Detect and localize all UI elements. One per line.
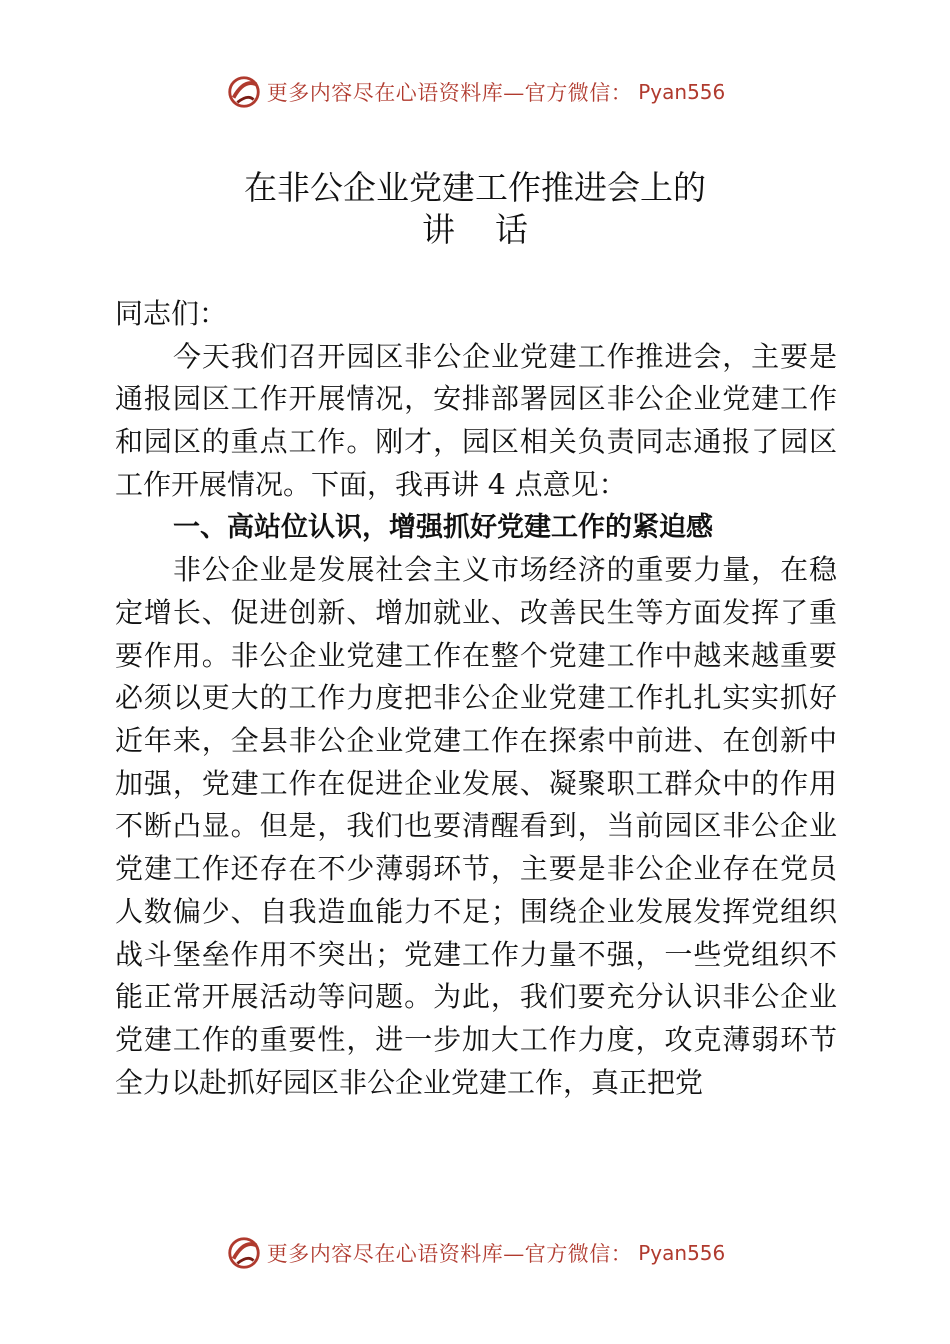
document-title-line2: 讲话: [422, 210, 568, 249]
watermark-footer: [0, 1233, 950, 1273]
swirl-logo-icon: [225, 1234, 263, 1272]
section-heading: 一、高站位认识，增强抓好党建工作的紧迫感: [173, 511, 713, 543]
watermark-header: [0, 72, 950, 112]
document-title: 在非公企业党建工作推进会上的: [244, 168, 706, 207]
paragraph: 非公企业是发展社会主义市场经济的重要力量，在稳定增长、促进创新、增加就业、改善民生等方面发挥了重要作用。非公企业党建工作在整个党建工作中越来越重要必须以更大的工作力度把非公企业党建工作扎扎实实抓好近年来，全县非公企业党建工作在探索中前进、在创新中加强，党建工作在促进企业发展、凝聚职工群众中的作用不断凸显。但是，我们也要清醒看到，当前园区非公企业党建工作还存在不少薄弱环节，主要是非公企业存在党员人数偏少、自我造血能力不足；围绕企业发展发挥党组织战斗堡垒作用不突出；党建工作力量不强，一些党组织不能正常开展活动等问题。为此，我们要充分认识非公企业党建工作的重要性，进一步加大工作力度，攻克薄弱环节全力以赴抓好园区非公企业党建工作，真正把党: [115, 553, 837, 1099]
watermark-text: 更多内容尽在心语资料库—官方微信：: [266, 1242, 633, 1266]
watermark-wechat-id: Pyan556: [638, 1241, 726, 1265]
swirl-logo-icon: [225, 73, 263, 111]
paragraph: 今天我们召开园区非公企业党建工作推进会，主要是通报园区工作开展情况，安排部署园区非公企业党建工作和园区的重点工作。刚才，园区相关负责同志通报了园区工作开展情况。下面，我再讲 4 点意见：: [115, 339, 837, 501]
salutation: 同志们：: [115, 297, 228, 330]
watermark-text: 更多内容尽在心语资料库—官方微信：: [266, 81, 633, 105]
watermark-wechat-id: Pyan556: [638, 80, 726, 104]
document-body: [115, 293, 837, 1104]
